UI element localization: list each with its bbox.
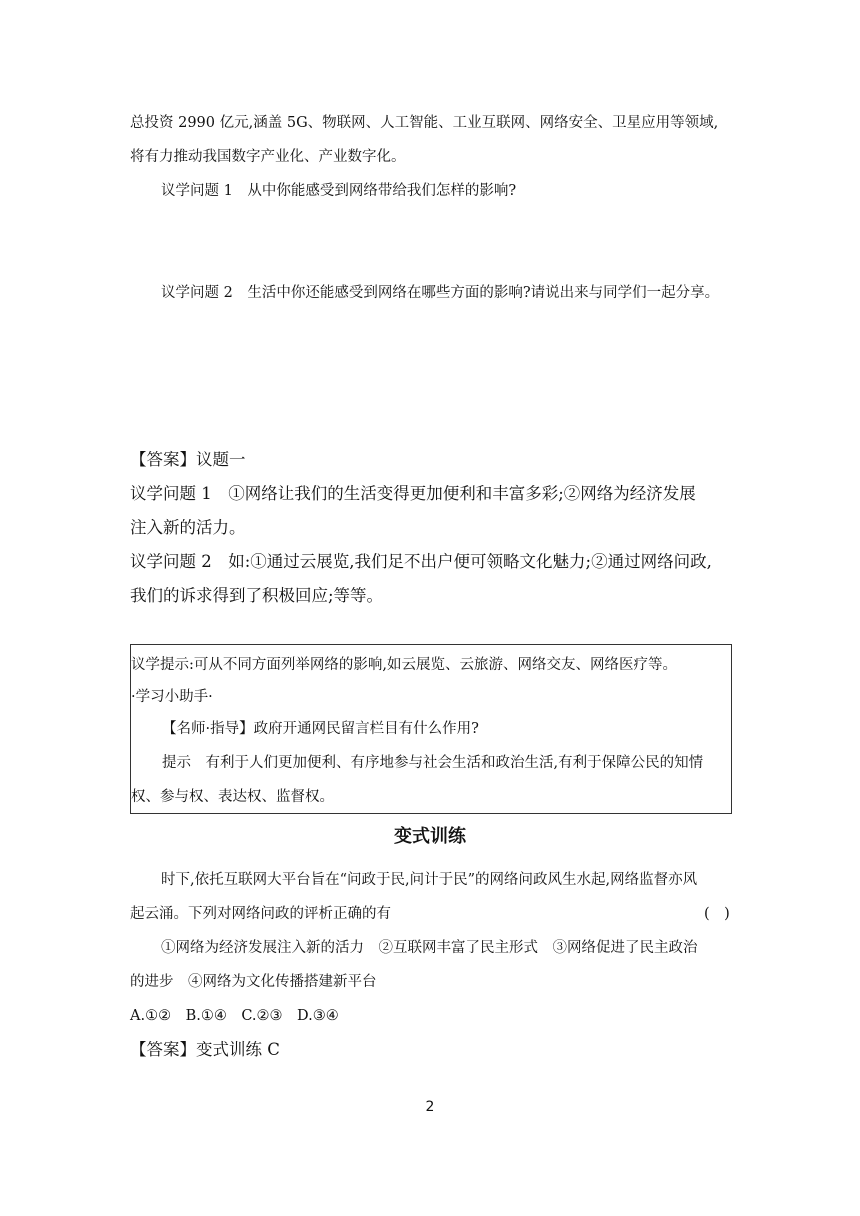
statements-line-1: ①网络为经济发展注入新的活力 ②互联网丰富了民主形式 ③网络促进了民主政治	[161, 940, 698, 956]
hint-line-1: 提示 有利于人们更加便利、有序地参与社会生活和政治生活,有利于保障公民的知情	[162, 755, 704, 771]
helper-title: ·学习小助手·	[131, 689, 213, 705]
teacher-question: 【名师·指导】政府开通网民留言栏目有什么作用?	[162, 721, 479, 737]
page-number: 2	[425, 1099, 435, 1115]
question-2: 议学问题 2 生活中你还能感受到网络在哪些方面的影响?请说出来与同学们一起分享。	[161, 285, 720, 301]
exercise-heading: 变式训练	[394, 826, 466, 847]
intro-line-2: 将有力推动我国数字产业化、产业数字化。	[130, 149, 406, 165]
answer-1-line-2: 注入新的活力。	[130, 518, 246, 537]
options: A.①② B.①④ C.②③ D.③④	[130, 1008, 339, 1024]
hint-line-2: 权、参与权、表达权、监督权。	[131, 789, 334, 805]
answer-title: 【答案】议题一	[130, 450, 246, 469]
answer-2-line-1: 议学问题 2 如:①通过云展览,我们足不出户便可领略文化魅力;②通过网络问政,	[130, 552, 712, 571]
exercise-stem-line-1: 时下,依托互联网大平台旨在“问政于民,问计于民”的网络问政风生水起,网络监督亦风	[161, 872, 698, 888]
answer-2-line-2: 我们的诉求得到了积极回应;等等。	[130, 586, 384, 605]
statements-line-2: 的进步 ④网络为文化传播搭建新平台	[130, 974, 377, 990]
answer-blank: ( )	[704, 906, 730, 922]
exercise-answer: 【答案】变式训练 C	[130, 1040, 280, 1059]
hint-tip: 议学提示:可从不同方面列举网络的影响,如云展览、云旅游、网络交友、网络医疗等。	[131, 657, 677, 673]
intro-line-1: 总投资 2990 亿元,涵盖 5G、物联网、人工智能、工业互联网、网络安全、卫星应用等领域,	[130, 115, 719, 131]
question-1: 议学问题 1 从中你能感受到网络带给我们怎样的影响?	[161, 183, 517, 199]
hint-box	[130, 644, 732, 814]
answer-1-line-1: 议学问题 1 ①网络让我们的生活变得更加便利和丰富多彩;②网络为经济发展	[130, 484, 696, 503]
exercise-stem-line-2: 起云涌。下列对网络问政的评析正确的有	[130, 906, 391, 922]
